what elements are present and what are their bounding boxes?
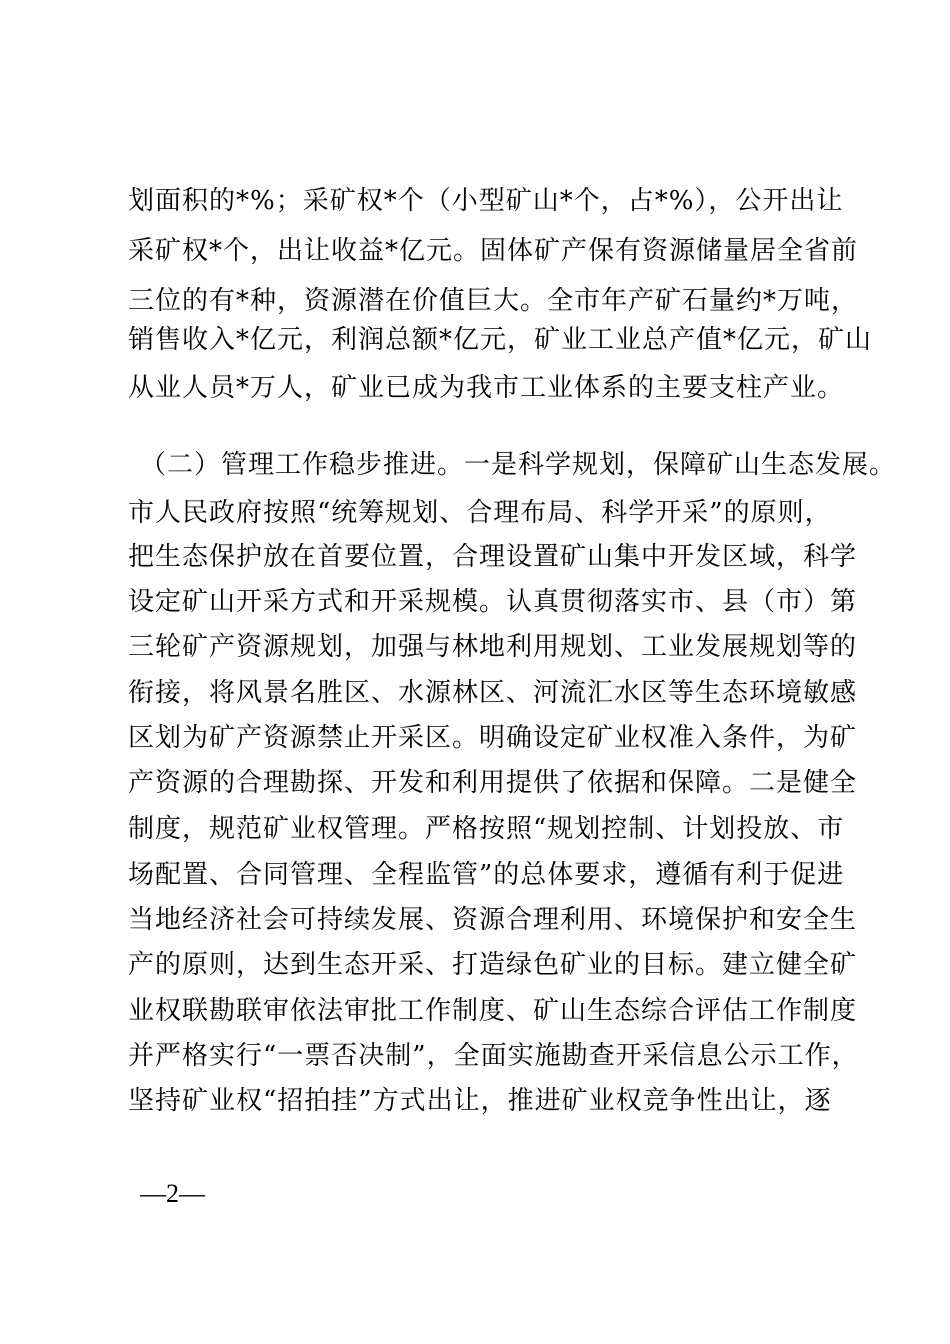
text-line: 采矿权*个，出让收益*亿元。固体矿产保有资源储量居全省前 (128, 236, 859, 266)
text-line: 衔接，将风景名胜区、水源林区、河流汇水区等生态环境敏感 (128, 678, 858, 708)
text-line: 划面积的*%；采矿权*个（小型矿山*个，占*%），公开出让 (128, 186, 844, 216)
text-line: 区划为矿产资源禁止开采区。明确设定矿业权准入条件，为矿 (128, 723, 858, 753)
section-heading-line: （二）管理工作稳步推进。一是科学规划，保障矿山生态发展。 (140, 450, 897, 480)
text-line: 销售收入*亿元，利润总额*亿元，矿业工业总产值*亿元，矿山 (128, 325, 873, 355)
text-line: 坚持矿业权“招拍挂”方式出让，推进矿业权竞争性出让，逐 (128, 1086, 832, 1116)
page-number: —2— (140, 1179, 205, 1208)
text-line: 当地经济社会可持续发展、资源合理利用、环境保护和安全生 (128, 905, 858, 935)
text-line: 制度，规范矿业权管理。严格按照“规划控制、计划投放、市 (128, 814, 845, 844)
text-line: 设定矿山开采方式和开采规模。认真贯彻落实市、县（市）第 (128, 587, 858, 617)
text-line: 三轮矿产资源规划，加强与林地利用规划、工业发展规划等的 (128, 632, 858, 662)
text-line: 从业人员*万人，矿业已成为我市工业体系的主要支柱产业。 (128, 373, 845, 403)
text-line: 场配置、合同管理、全程监管”的总体要求，遵循有利于促进 (128, 860, 845, 890)
text-line: 产资源的合理勘探、开发和利用提供了依据和保障。二是健全 (128, 768, 858, 798)
text-line: 产的原则，达到生态开采、打造绿色矿业的目标。建立健全矿 (128, 950, 858, 980)
text-line: 把生态保护放在首要位置，合理设置矿山集中开发区域，科学 (128, 542, 858, 572)
text-line: 三位的有*种，资源潜在价值巨大。全市年产矿石量约*万吨， (128, 286, 859, 316)
text-line: 市人民政府按照“统筹规划、合理布局、科学开采”的原则， (128, 498, 832, 528)
text-line: 业权联勘联审依法审批工作制度、矿山生态综合评估工作制度 (128, 996, 858, 1026)
text-line: 并严格实行“一票否决制”，全面实施勘查开采信息公示工作， (128, 1041, 859, 1071)
